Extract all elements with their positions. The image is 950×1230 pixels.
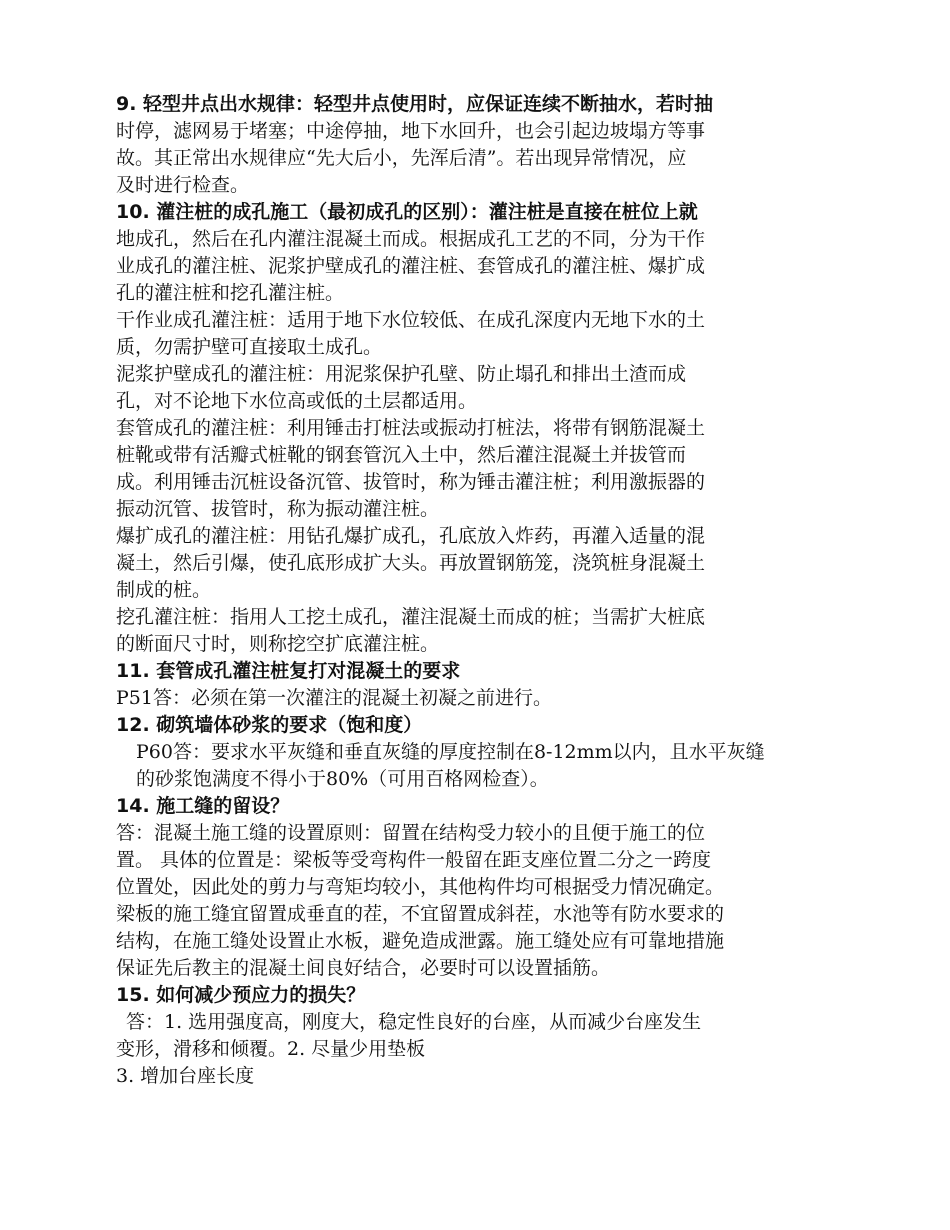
text-line: 孔，对不论地下水位高或低的土层都适用。 [116,390,478,412]
text-line: 套管成孔的灌注桩：利用锤击打桩法或振动打桩法，将带有钢筋混凝土 [116,417,706,439]
text-line: 11. 套管成孔灌注桩复打对混凝土的要求 [116,660,461,682]
text-line: 的断面尺寸时，则称挖空扩底灌注桩。 [116,633,440,655]
text-line: 12. 砌筑墙体砂浆的要求（饱和度） [116,714,423,736]
text-line: 凝土，然后引爆，使孔底形成扩大头。再放置钢筋笼，浇筑桩身混凝土 [116,552,706,574]
text-line: 10. 灌注桩的成孔施工（最初成孔的区别）：灌注桩是直接在桩位上就 [116,201,698,223]
text-line: 变形，滑移和倾覆。2. 尽量少用垫板 [116,1038,426,1060]
text-line: 的砂浆饱满度不得小于80%（可用百格网检查）。 [136,768,549,790]
text-line: P51答：必须在第一次灌注的混凝土初凝之前进行。 [116,687,552,709]
text-line: 答：1. 选用强度高，刚度大，稳定性良好的台座，从而减少台座发生 [126,1011,702,1033]
text-line: 答：混凝土施工缝的设置原则：留置在结构受力较小的且便于施工的位 [116,822,706,844]
text-line: P60答：要求水平灰缝和垂直灰缝的厚度控制在8-12mm以内，且水平灰缝 [136,741,765,763]
text-line: 3. 增加台座长度 [116,1065,255,1087]
text-line: 质，勿需护壁可直接取土成孔。 [116,336,383,358]
text-line: 故。其正常出水规律应“先大后小，先浑后清”。若出现异常情况，应 [116,147,687,169]
text-line: 爆扩成孔的灌注桩：用钻孔爆扩成孔，孔底放入炸药，再灌入适量的混 [116,525,706,547]
text-line: 时停，滤网易于堵塞；中途停抽，地下水回升，也会引起边坡塌方等事 [116,120,706,142]
text-line: 制成的桩。 [116,579,212,601]
text-line: 保证先后教主的混凝土间良好结合，必要时可以设置插筋。 [116,957,611,979]
text-line: 成。利用锤击沉桩设备沉管、拔管时，称为锤击灌注桩；利用激振器的 [116,471,706,493]
text-line: 振动沉管、拔管时，称为振动灌注桩。 [116,498,440,520]
text-line: 泥浆护壁成孔的灌注桩：用泥浆保护孔壁、防止塌孔和排出土渣而成 [116,363,687,385]
text-line: 结构，在施工缝处设置止水板，避免造成泄露。施工缝处应有可靠地措施 [116,930,725,952]
text-line: 9. 轻型井点出水规律：轻型井点使用时，应保证连续不断抽水，若时抽 [116,93,714,115]
text-line: 15. 如何减少预应力的损失？ [116,984,366,1006]
text-line: 业成孔的灌注桩、泥浆护壁成孔的灌注桩、套管成孔的灌注桩、爆扩成 [116,255,706,277]
text-line: 地成孔，然后在孔内灌注混凝土而成。根据成孔工艺的不同，分为干作 [116,228,706,250]
text-line: 14. 施工缝的留设？ [116,795,290,817]
text-line: 梁板的施工缝宜留置成垂直的茬，不宜留置成斜茬，水池等有防水要求的 [116,903,725,925]
text-line: 孔的灌注桩和挖孔灌注桩。 [116,282,345,304]
text-line: 桩靴或带有活瓣式桩靴的钢套管沉入土中，然后灌注混凝土并拔管而 [116,444,687,466]
text-line: 干作业成孔灌注桩：适用于地下水位较低、在成孔深度内无地下水的土 [116,309,706,331]
text-line: 及时进行检查。 [116,174,250,196]
text-line: 置。 具体的位置是：梁板等受弯构件一般留在距支座位置二分之一跨度 [116,849,712,871]
text-line: 位置处，因此处的剪力与弯矩均较小，其他构件均可根据受力情况确定。 [116,876,725,898]
text-line: 挖孔灌注桩：指用人工挖土成孔，灌注混凝土而成的桩；当需扩大桩底 [116,606,706,628]
